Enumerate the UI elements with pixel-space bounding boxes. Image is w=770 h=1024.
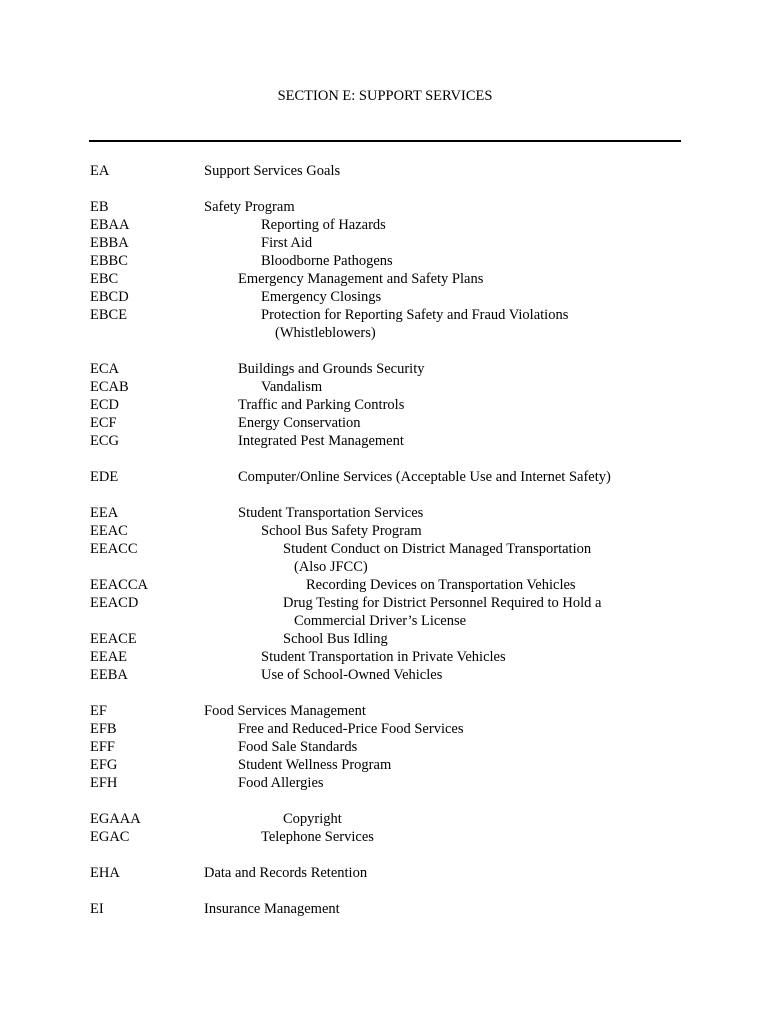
policy-title: Computer/Online Services (Acceptable Use and Internet Safety) xyxy=(238,469,611,485)
policy-title: Reporting of Hazards xyxy=(261,217,386,233)
policy-title: Data and Records Retention xyxy=(204,865,368,881)
toc-entry xyxy=(0,468,770,486)
toc-group xyxy=(0,702,770,792)
toc-entry xyxy=(0,810,770,828)
policy-title: Food Allergies xyxy=(238,775,324,791)
toc-entry xyxy=(0,234,770,252)
toc-entry xyxy=(0,720,770,738)
toc-entry xyxy=(0,900,770,918)
toc-entry xyxy=(0,162,770,180)
toc-entry xyxy=(0,828,770,846)
toc-entry xyxy=(0,702,770,720)
policy-code: EBAA xyxy=(90,217,130,233)
toc-entry xyxy=(0,594,770,612)
policy-code: EBBC xyxy=(90,253,128,269)
toc-group xyxy=(0,198,770,342)
policy-code: EDE xyxy=(90,469,119,485)
table-of-contents xyxy=(0,162,770,936)
policy-code: ECD xyxy=(90,397,119,413)
policy-title: Safety Program xyxy=(204,199,295,215)
toc-entry xyxy=(0,612,770,630)
policy-title: Emergency Closings xyxy=(261,289,382,305)
policy-code: EHA xyxy=(90,865,120,881)
policy-title: Food Services Management xyxy=(204,703,366,719)
toc-entry xyxy=(0,504,770,522)
toc-entry xyxy=(0,306,770,324)
toc-entry xyxy=(0,540,770,558)
policy-title: Integrated Pest Management xyxy=(238,433,404,449)
toc-entry xyxy=(0,630,770,648)
policy-code: EBC xyxy=(90,271,119,287)
policy-code: EB xyxy=(90,199,109,215)
policy-title: Use of School-Owned Vehicles xyxy=(261,667,443,683)
policy-title: Commercial Driver’s License xyxy=(294,613,467,629)
toc-entry xyxy=(0,756,770,774)
policy-title: Free and Reduced-Price Food Services xyxy=(238,721,464,737)
toc-entry xyxy=(0,216,770,234)
policy-code: EFF xyxy=(90,739,115,755)
toc-entry xyxy=(0,252,770,270)
policy-code: EA xyxy=(90,163,110,179)
toc-entry xyxy=(0,558,770,576)
policy-title: Bloodborne Pathogens xyxy=(261,253,393,269)
policy-code: EBCE xyxy=(90,307,128,323)
policy-title: Insurance Management xyxy=(204,901,340,917)
policy-code: EEACD xyxy=(90,595,139,611)
policy-title: Student Wellness Program xyxy=(238,757,392,773)
policy-title: Protection for Reporting Safety and Fraud Violations xyxy=(261,307,569,323)
page-title: SECTION E: SUPPORT SERVICES xyxy=(277,88,493,104)
toc-entry xyxy=(0,324,770,342)
policy-title: Recording Devices on Transportation Vehicles xyxy=(306,577,576,593)
policy-title: Telephone Services xyxy=(261,829,374,845)
policy-title: First Aid xyxy=(261,235,313,251)
toc-group xyxy=(0,360,770,450)
policy-code: EF xyxy=(90,703,107,719)
policy-title: Food Sale Standards xyxy=(238,739,358,755)
policy-title: Student Transportation in Private Vehicles xyxy=(261,649,506,665)
toc-entry xyxy=(0,198,770,216)
policy-code: EEACC xyxy=(90,541,138,557)
toc-group xyxy=(0,900,770,918)
toc-entry xyxy=(0,360,770,378)
toc-entry xyxy=(0,288,770,306)
policy-code: EFH xyxy=(90,775,118,791)
policy-code: ECG xyxy=(90,433,119,449)
policy-code: EEAC xyxy=(90,523,128,539)
toc-entry xyxy=(0,270,770,288)
toc-entry xyxy=(0,576,770,594)
policy-code: EGAC xyxy=(90,829,130,845)
policy-title: Copyright xyxy=(283,811,342,827)
toc-group xyxy=(0,810,770,846)
toc-entry xyxy=(0,522,770,540)
toc-group xyxy=(0,162,770,180)
policy-code: EFB xyxy=(90,721,117,737)
policy-title: Student Conduct on District Managed Transportation xyxy=(283,541,592,557)
policy-title: Buildings and Grounds Security xyxy=(238,361,425,377)
policy-title: Student Transportation Services xyxy=(238,505,424,521)
policy-code: EEACE xyxy=(90,631,137,647)
toc-entry xyxy=(0,774,770,792)
policy-code: EI xyxy=(90,901,104,917)
toc-group xyxy=(0,504,770,684)
toc-group xyxy=(0,864,770,882)
toc-entry xyxy=(0,378,770,396)
toc-entry xyxy=(0,864,770,882)
policy-code: EBBA xyxy=(90,235,129,251)
toc-entry xyxy=(0,396,770,414)
policy-code: EEA xyxy=(90,505,119,521)
policy-title: School Bus Idling xyxy=(283,631,388,647)
policy-title: Vandalism xyxy=(261,379,323,395)
policy-code: EGAAA xyxy=(90,811,141,827)
toc-entry xyxy=(0,666,770,684)
policy-title: Emergency Management and Safety Plans xyxy=(238,271,484,287)
policy-title: (Also JFCC) xyxy=(294,559,368,575)
policy-title: Support Services Goals xyxy=(204,163,341,179)
policy-code: ECAB xyxy=(90,379,129,395)
policy-code: EBCD xyxy=(90,289,129,305)
policy-code: ECA xyxy=(90,361,119,377)
policy-title: (Whistleblowers) xyxy=(275,325,376,341)
toc-group xyxy=(0,468,770,486)
policy-title: Energy Conservation xyxy=(238,415,361,431)
toc-entry xyxy=(0,648,770,666)
policy-title: Drug Testing for District Personnel Required to Hold a xyxy=(283,595,602,611)
policy-title: Traffic and Parking Controls xyxy=(238,397,405,413)
policy-title: School Bus Safety Program xyxy=(261,523,422,539)
policy-code: EEACCA xyxy=(90,577,148,593)
policy-code: EFG xyxy=(90,757,118,773)
policy-code: EEAE xyxy=(90,649,128,665)
title-divider xyxy=(89,140,681,142)
toc-entry xyxy=(0,432,770,450)
policy-code: EEBA xyxy=(90,667,128,683)
toc-entry xyxy=(0,414,770,432)
toc-entry xyxy=(0,738,770,756)
policy-code: ECF xyxy=(90,415,117,431)
